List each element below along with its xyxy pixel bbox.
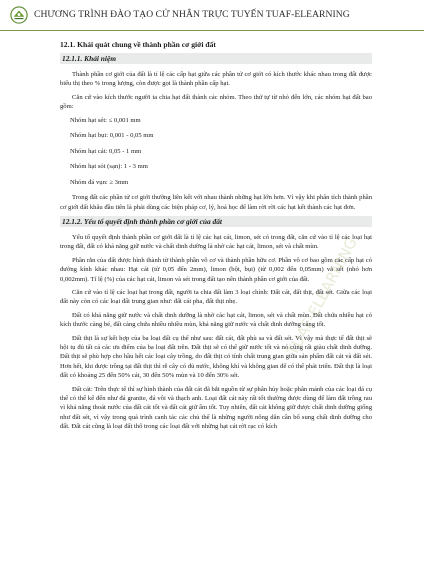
particle-group-list (60, 116, 372, 188)
list-item: Nhóm hạt cát: 0,05 - 1 mm (70, 147, 142, 155)
paragraph-soil-types: Căn cứ vào tỉ lệ các loại hạt trong đất, người ta chia đất làm 3 loại chính: Đất cát, đất thịt, đất sét. Giữa các loại đất này còn có các loại đất trung gian như: đất cát pha, đất thịt nhẹ. (60, 288, 372, 306)
list-item: Nhóm hạt sỏi (sạn): 1 - 3 mm (70, 163, 148, 171)
list-item: Nhóm đá vụn: ≥ 3mm (70, 178, 129, 186)
page-content (60, 40, 372, 436)
paragraph-grouping: Căn cứ vào kích thước người ta chia hạt đất thành các nhóm. Theo thứ tự từ nhỏ đến lớn, các nhóm hạt đất bao gồm: (60, 93, 372, 111)
paragraph-retention: Đất có khả năng giữ nước và chất dinh dưỡng là nhờ các hạt cát, limon, sét và chất mùn. Đất chứa nhiều hạt có kích thước càng bé, đất càng chứa nhiều nhiều mùn, khả năng giữ nước và chất dinh dưỡng càng tốt. (60, 311, 372, 329)
subsection-title-factors: 12.1.2. Yếu tố quyết định thành phần cơ giới của đất (60, 216, 372, 227)
paragraph-sandy-soil: Đất cát: Trên thực tế thì sự hình thành của đất cát đã bắt nguồn từ sự phân hủy hoặc phân mảnh của các loại đá cụ thể có thể kể đến như đá granite, đá vôi và thạch anh. Loại đất cát này rất tốt thường được dùng để làm đất trồng rau vì khả năng thoát nước của đất cát tốt và đất cát giữ ấm tốt. Tuy nhiên, đất cát không giữ được chất dinh dưỡng giống như đất sét, vì vậy trong quá trình canh tác các chủ thể là những người nông dân cần bổ sung chất dinh dưỡng cho đất. Đất cát cũng là loại đất thô trong các loại đất với những hạt cát rời rạc có kích (60, 385, 372, 431)
paragraph-definition: Thành phần cơ giới của đất là tỉ lệ các cấp hạt giữa các phần tử cơ giới có kích thước khác nhau trong đất được biểu thị theo % trong lượng, còn được gọi là thành phần cấp hạt. (60, 71, 372, 88)
subsection-title-concept: 12.1.1. Khái niệm (60, 53, 372, 64)
program-title: CHƯƠNG TRÌNH ĐÀO TẠO CỬ NHÂN TRỰC TUYẾN TUAF-ELEARNING (34, 9, 350, 20)
list-item: Nhóm hạt bụi: 0,001 - 0,05 mm (70, 132, 154, 140)
paragraph-loam: Đất thịt là sự kết hợp của ba loại đất cụ thể như sau: đất cát, đất phù sa và đất sét. Vì vậy mà thực tế đất thịt sẽ hội tụ đủ tất cả các ưu điểm của ba loại đất trên. Đất thịt sẽ có thể giữ nước tốt và nó cũng rất giàu chất dinh dưỡng. Đất thịt sẽ phù hợp cho hầu hết các loại cây trồng, do đất thịt có tính chất trung gian giữa sản phẩm đất cát và đất sét. Hơn hết, khi được trồng tại đất thịt thì rễ cây có đủ nước, không khí và không gian để có thể phát triển. Đất thịt là loại đất có khoảng 25 đến 50% cát, 30 đến 50% mùn và 10 đến 30% sét. (60, 334, 372, 380)
university-logo-icon (10, 6, 28, 24)
paragraph-solid-phase: Phần rắn của đất được hình thành từ thành phần vô cơ và thành phần hữu cơ. Phần vô cơ bao gồm các cấp hạt có đường kính khác nhau: Hạt cát (từ 0,05 đến 2mm), limon (bột, bụi) (từ 0,002 đến 0,05mm) và sét (nhỏ hơn 0,002mm). Tỉ lệ (%) của các hạt cát, limon và sét trong đất tạo nên thành phần cơ giới của đất. (60, 256, 372, 283)
paragraph-aggregation: Trong đất các phần tử cơ giới thường liên kết với nhau thành những hạt lớn hơn. Vì vậy khi phân tích thành phần cơ giới đất khâu đầu tiên là phải dùng các biện pháp cơ, lý, hoá học để làm rời rời các hạt kết thành các hạt đơn. (60, 194, 372, 211)
page-header (0, 0, 424, 31)
list-item: Nhóm hạt sét: ≤ 0,001 mm (70, 116, 141, 124)
paragraph-factors: Yếu tố quyết định thành phần cơ giới đất là tỉ lệ các hạt cát, limon, sét có trong đất, căn cứ vào tỉ lệ các loại hạt trong đất, đất có khả năng giữ nước và chất dinh dưỡng là nhờ các hạt cát, limon, sét và chất mùn. (60, 233, 372, 251)
section-title: 12.1. Khái quát chung về thành phần cơ giới đất (60, 40, 216, 49)
watermark-text: TUAF-ELEARNING (283, 234, 361, 359)
